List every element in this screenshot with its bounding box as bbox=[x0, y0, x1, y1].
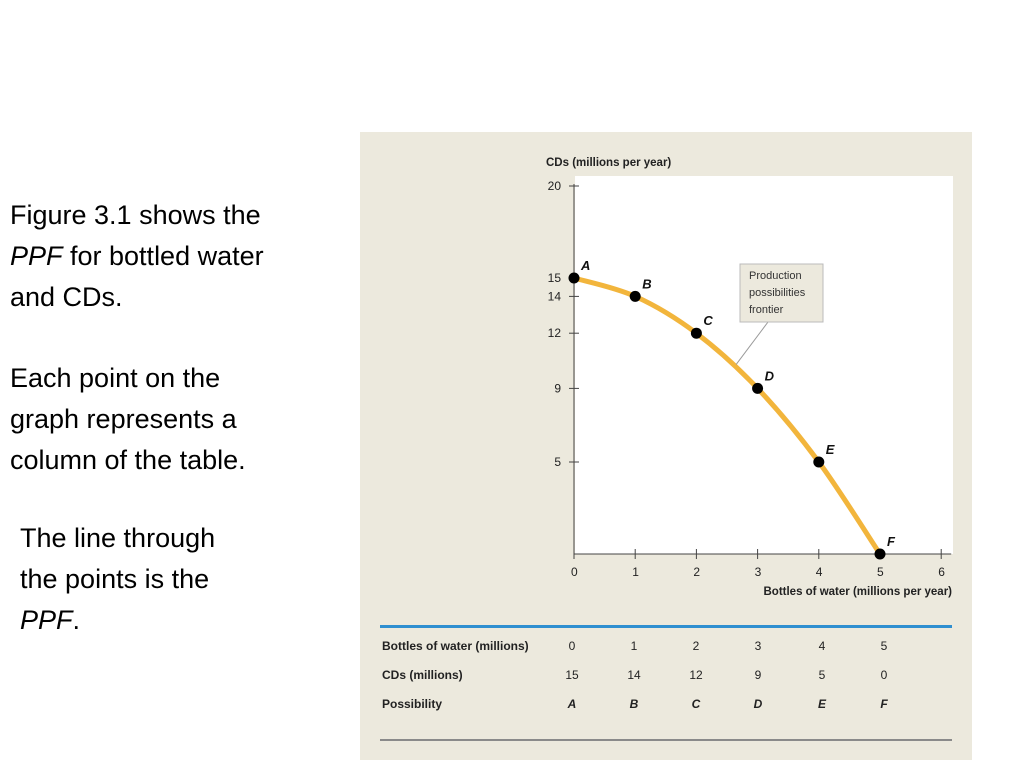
table-cell: A bbox=[567, 697, 577, 711]
ppf-term: PPF bbox=[20, 605, 73, 635]
table-cell: 5 bbox=[880, 639, 888, 653]
point-label-e: E bbox=[825, 442, 835, 457]
table-cell: 14 bbox=[627, 668, 641, 682]
table-cell: E bbox=[817, 697, 826, 711]
intro-line-2-rest: for bottled water bbox=[62, 241, 264, 271]
table-cell: 15 bbox=[565, 668, 579, 682]
x-axis-title: Bottles of water (millions per year) bbox=[763, 586, 952, 598]
period: . bbox=[72, 605, 81, 635]
x-tick-label: 6 bbox=[938, 565, 945, 579]
table-cell: 2 bbox=[692, 639, 700, 653]
ppf-chart bbox=[360, 132, 972, 622]
plot-area bbox=[575, 176, 953, 554]
table-cell: 3 bbox=[754, 639, 762, 653]
x-tick-label: 4 bbox=[815, 565, 823, 579]
intro-line-3: and CDs. bbox=[10, 282, 123, 312]
intro-line-2 bbox=[10, 236, 355, 277]
table-cell: 5 bbox=[818, 668, 826, 682]
point-explanation-paragraph bbox=[10, 358, 355, 481]
y-tick-label: 15 bbox=[547, 271, 561, 285]
point-label-d: D bbox=[764, 368, 774, 384]
table-bottom-rule bbox=[380, 739, 952, 741]
table-cell: 1 bbox=[630, 639, 638, 653]
table-cell: B bbox=[629, 697, 639, 711]
data-point-e bbox=[813, 457, 824, 468]
line-explanation-paragraph bbox=[20, 518, 350, 641]
point-line-1: Each point on the bbox=[10, 363, 221, 393]
y-axis-title: CDs (millions per year) bbox=[546, 157, 672, 169]
table-cell: 0 bbox=[880, 668, 888, 682]
table-cell: 9 bbox=[754, 668, 762, 682]
line-line-2: the points is the bbox=[20, 564, 210, 594]
point-label-f: F bbox=[887, 534, 895, 549]
annotation-text-line: Production bbox=[749, 270, 802, 282]
table-cell: 0 bbox=[568, 639, 576, 653]
point-label-a: A bbox=[581, 258, 591, 273]
x-tick-label: 0 bbox=[571, 565, 578, 579]
table-row-label: CDs (millions) bbox=[382, 668, 463, 682]
intro-line-1: Figure 3.1 shows the bbox=[10, 200, 261, 230]
table-row bbox=[380, 639, 952, 659]
table-cell: C bbox=[691, 697, 701, 711]
y-tick-label: 12 bbox=[547, 326, 561, 341]
data-point-a bbox=[569, 273, 580, 284]
x-tick-label: 1 bbox=[632, 565, 639, 579]
point-line-3: column of the table. bbox=[10, 445, 246, 475]
table-cell: 4 bbox=[818, 639, 826, 653]
data-point-c bbox=[691, 328, 702, 339]
table-top-rule bbox=[380, 625, 952, 628]
data-point-f bbox=[875, 549, 886, 560]
table-row-label: Bottles of water (millions) bbox=[382, 639, 529, 653]
y-tick-label: 14 bbox=[547, 289, 561, 304]
x-tick-label: 5 bbox=[877, 565, 884, 579]
y-tick-label: 5 bbox=[554, 455, 561, 469]
table-cell: F bbox=[880, 697, 888, 711]
data-point-b bbox=[630, 291, 641, 302]
y-tick-label: 9 bbox=[554, 381, 561, 396]
line-line-1: The line through bbox=[20, 523, 216, 553]
table-cell: D bbox=[753, 697, 763, 711]
table-row bbox=[380, 697, 952, 717]
annotation-text-line: frontier bbox=[749, 304, 784, 316]
table-cell: 12 bbox=[689, 668, 703, 682]
point-label-c: C bbox=[703, 313, 713, 329]
x-tick-label: 2 bbox=[693, 565, 701, 579]
data-point-d bbox=[752, 383, 763, 394]
y-tick-label: 20 bbox=[547, 179, 561, 193]
data-table bbox=[380, 625, 952, 711]
x-tick-label: 3 bbox=[754, 565, 762, 579]
annotation-text-line: possibilities bbox=[749, 287, 806, 299]
ppf-term: PPF bbox=[10, 241, 63, 271]
point-label-b: B bbox=[642, 276, 652, 292]
table-row bbox=[380, 668, 952, 688]
figure-panel bbox=[360, 132, 972, 760]
line-line-3 bbox=[20, 600, 350, 641]
point-line-2: graph represents a bbox=[10, 404, 237, 434]
intro-paragraph bbox=[10, 195, 355, 318]
table-row-label: Possibility bbox=[382, 697, 443, 711]
